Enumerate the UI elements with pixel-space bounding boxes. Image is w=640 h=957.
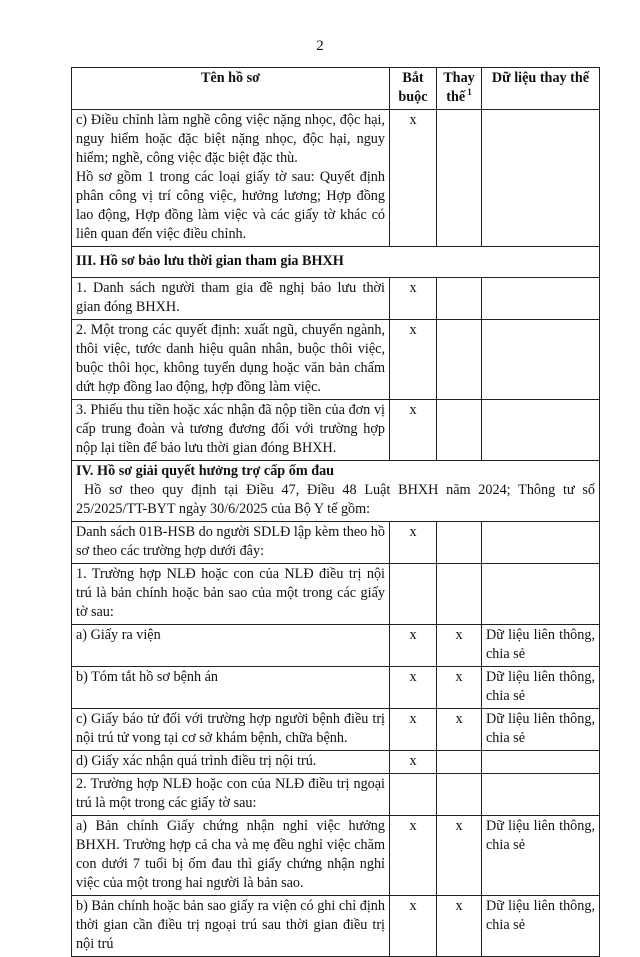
row-name: a) Bản chính Giấy chứng nhận nghỉ việc hưởng BHXH. Trường hợp cả cha và mẹ đều nghỉ việc chăm con dưới 7 tuổi bị ốm đau thì giấy chứng nhận nghỉ việc của một trong hai người là bản sao. [72,816,390,896]
replace-mark [437,278,482,320]
required-mark [390,564,437,625]
row-name: a) Giấy ra viện [72,625,390,667]
header-replace-line1: Thay [443,70,475,86]
section-heading: IV. Hồ sơ giải quyết hưởng trợ cấp ốm đau [76,463,335,479]
alt-data-cell [482,774,600,816]
row-name: Danh sách 01B-HSB do người SDLĐ lập kèm theo hồ sơ theo các trường hợp dưới đây: [72,522,390,564]
header-replace [437,68,482,110]
required-mark: x [390,522,437,564]
required-mark: x [390,751,437,774]
row-text: c) Điều chỉnh làm nghề công việc nặng nhọc, độc hại, nguy hiểm hoặc đặc biệt nặng nhọc, độc hại, nguy hiểm; nghề, công việc đặc biệt đặc thù. [76,112,385,166]
replace-mark [437,564,482,625]
table-row [72,278,600,320]
row-name: 1. Danh sách người tham gia đề nghị bảo lưu thời gian đóng BHXH. [72,278,390,320]
replace-mark: x [437,625,482,667]
header-replace-line2: thế [446,89,466,105]
page-number: 2 [316,38,324,54]
row-name: c) Giấy báo tử đối với trường hợp người bệnh điều trị nội trú tử vong tại cơ sở khám bệnh, chữa bệnh. [72,709,390,751]
replace-mark [437,774,482,816]
alt-data-cell [482,278,600,320]
section-row [72,247,600,278]
replace-mark [437,320,482,400]
required-mark: x [390,110,437,247]
header-name: Tên hồ sơ [72,68,390,110]
alt-data-cell [482,522,600,564]
replace-mark: x [437,896,482,957]
section-block [72,461,600,522]
document-table [71,67,600,957]
alt-data-cell: Dữ liệu liên thông, chia sẻ [482,816,600,896]
table-row [72,625,600,667]
replace-mark: x [437,816,482,896]
row-name: b) Bản chính hoặc bản sao giấy ra viện có ghi chỉ định thời gian cần điều trị ngoại trú sau thời gian điều trị nội trú [72,896,390,957]
table-row [72,709,600,751]
row-name: 2. Trường hợp NLĐ hoặc con của NLĐ điều trị ngoại trú là một trong các giấy tờ sau: [72,774,390,816]
header-required [390,68,437,110]
alt-data-cell [482,400,600,461]
table-row [72,110,600,247]
required-mark: x [390,667,437,709]
required-mark: x [390,896,437,957]
header-alt-data: Dữ liệu thay thế [482,68,600,110]
row-name [72,110,390,247]
replace-mark [437,751,482,774]
row-name: 3. Phiếu thu tiền hoặc xác nhận đã nộp tiền của đơn vị cấp trung đoàn và tương đương đối với trường hợp nộp lại tiền để bảo lưu thời gian đóng BHXH. [72,400,390,461]
table-row [72,522,600,564]
table-row [72,816,600,896]
alt-data-cell: Dữ liệu liên thông, chia sẻ [482,896,600,957]
header-required-line1: Bắt [402,70,424,86]
required-mark [390,774,437,816]
replace-mark [437,110,482,247]
replace-mark: x [437,667,482,709]
section-heading: III. Hồ sơ bảo lưu thời gian tham gia BHXH [72,247,600,278]
section-row [72,461,600,522]
alt-data-cell: Dữ liệu liên thông, chia sẻ [482,709,600,751]
row-name: 1. Trường hợp NLĐ hoặc con của NLĐ điều trị nội trú là bản chính hoặc bản sao của một trong các giấy tờ sau: [72,564,390,625]
alt-data-cell [482,110,600,247]
replace-mark [437,522,482,564]
row-name: d) Giấy xác nhận quá trình điều trị nội trú. [72,751,390,774]
alt-data-cell [482,564,600,625]
header-required-line2: buộc [398,89,428,105]
table-row [72,751,600,774]
table-header-row [72,68,600,110]
row-name: 2. Một trong các quyết định: xuất ngũ, chuyển ngành, thôi việc, tước danh hiệu quân nhân, buộc thôi việc, buộc thôi học, không tuyển dụng hoặc văn bản chấm dứt hợp đồng lao động, hợp đồng làm việc. [72,320,390,400]
row-text-extra: Hồ sơ gồm 1 trong các loại giấy tờ sau: Quyết định phân công vị trí công việc, hưởng lương; Hợp đồng lao động, Hợp đồng làm việc và các giấy tờ khác có liên quan đến việc điều chỉnh. [76,169,385,242]
required-mark: x [390,709,437,751]
footnote-ref: 1 [467,87,472,98]
table-row [72,400,600,461]
section-text: Hồ sơ theo quy định tại Điều 47, Điều 48 Luật BHXH năm 2024; Thông tư số 25/2025/TT-BYT ngày 30/6/2025 của Bộ Y tế gồm: [76,482,595,517]
alt-data-cell: Dữ liệu liên thông, chia sẻ [482,667,600,709]
alt-data-cell [482,320,600,400]
table-row [72,774,600,816]
table-row [72,564,600,625]
replace-mark: x [437,709,482,751]
required-mark: x [390,400,437,461]
required-mark: x [390,278,437,320]
required-mark: x [390,625,437,667]
table-row [72,667,600,709]
required-mark: x [390,816,437,896]
required-mark: x [390,320,437,400]
replace-mark [437,400,482,461]
alt-data-cell [482,751,600,774]
table-row [72,320,600,400]
row-name: b) Tóm tắt hồ sơ bệnh án [72,667,390,709]
alt-data-cell: Dữ liệu liên thông, chia sẻ [482,625,600,667]
